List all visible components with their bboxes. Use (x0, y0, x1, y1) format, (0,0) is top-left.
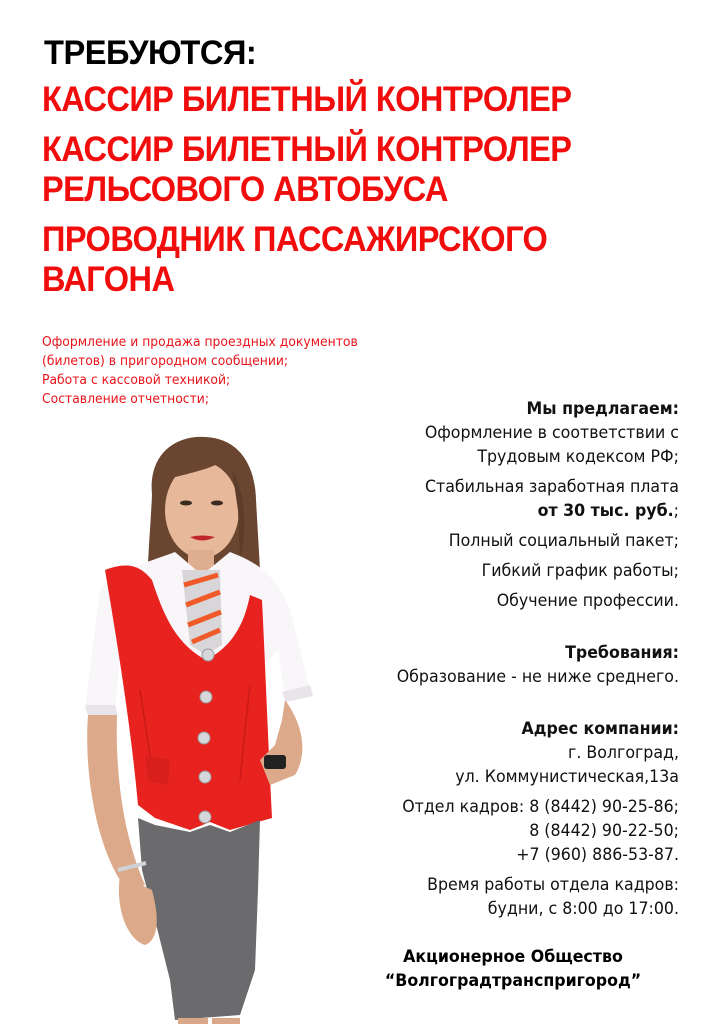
employee-photo (60, 420, 340, 1024)
duty-item: Работа с кассовой техникой; (42, 373, 231, 388)
offer-item: Трудовым кодексом РФ; (477, 447, 679, 467)
position-line: КАССИР БИЛЕТНЫЙ КОНТРОЛЕР (42, 80, 572, 119)
offer-item: Оформление в соответствии с (424, 423, 679, 443)
position-line: КАССИР БИЛЕТНЫЙ КОНТРОЛЕР (42, 130, 572, 169)
company-type: Акционерное Общество (403, 947, 623, 967)
position-railbus-cashier (42, 130, 611, 210)
offer-item: Обучение профессии. (496, 591, 679, 611)
offer-heading: Мы предлагаем: (526, 399, 679, 419)
hr-phone-3: +7 (960) 886-53-87. (516, 845, 679, 865)
requirements-text: Образование - не ниже среднего. (396, 667, 679, 687)
offer-block (348, 397, 679, 921)
address-city: г. Волгоград, (568, 743, 679, 763)
page-title: ТРЕБУЮТСЯ: (44, 34, 257, 72)
hr-phone-1: Отдел кадров: 8 (8442) 90-25-86; (402, 797, 679, 817)
position-line: ПРОВОДНИК ПАССАЖИРСКОГО (42, 220, 548, 259)
duties-list (42, 333, 358, 409)
hr-hours-label: Время работы отдела кадров: (427, 875, 679, 895)
position-line: РЕЛЬСОВОГО АВТОБУСА (42, 170, 448, 209)
duty-item: (билетов) в пригородном сообщении; (42, 354, 289, 369)
duty-item: Составление отчетности; (42, 392, 209, 407)
salary-value: от 30 тыс. руб. (537, 501, 674, 521)
requirements-heading: Требования: (565, 643, 679, 663)
position-line: ВАГОНА (42, 260, 175, 299)
positions-list (42, 80, 611, 300)
offer-item: Гибкий график работы; (481, 561, 679, 581)
company-name (374, 945, 653, 993)
address-heading: Адрес компании: (521, 719, 679, 739)
position-cashier (42, 80, 611, 120)
hr-hours-value: будни, с 8:00 до 17:00. (487, 899, 679, 919)
company-title: “Волгоградтранспригород” (384, 971, 642, 991)
offer-item-salary: от 30 тыс. руб.; (537, 501, 679, 521)
duty-item: Оформление и продажа проездных документов (42, 335, 358, 350)
offer-item: Полный социальный пакет; (448, 531, 679, 551)
address-street: ул. Коммунистическая,13а (455, 767, 679, 787)
offer-item: Стабильная заработная плата (424, 477, 679, 497)
position-conductor (42, 220, 611, 300)
hr-phone-2: 8 (8442) 90-22-50; (529, 821, 679, 841)
